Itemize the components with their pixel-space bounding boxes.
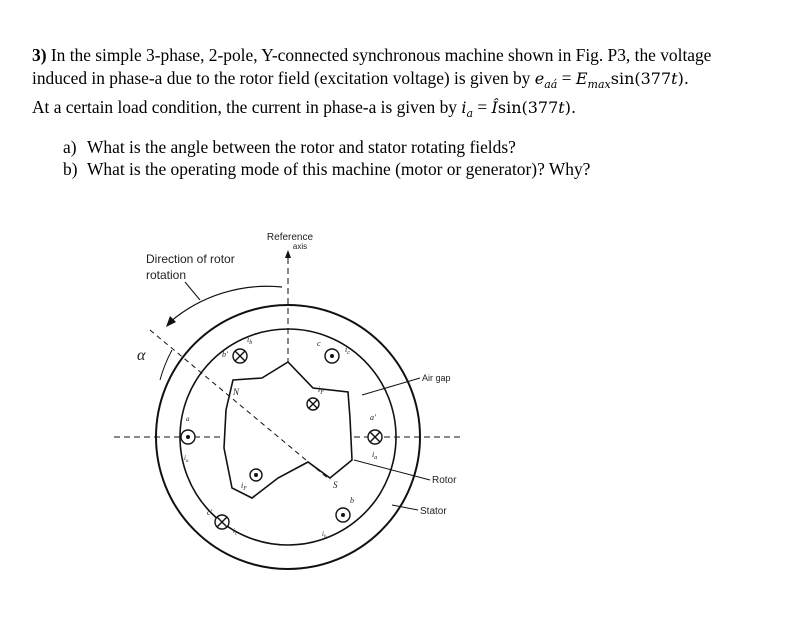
problem-text-2: induced in phase-a due to the rotor field (excitation voltage) is given by <box>32 68 535 88</box>
problem-statement <box>32 44 762 125</box>
rotation-arc <box>170 286 282 322</box>
problem-text-3: At a certain load condition, the current in phase-a is given by <box>32 97 462 118</box>
label-ia-left: $i_a$ <box>184 454 189 464</box>
rotor-conductor-bottom <box>250 469 262 481</box>
problem-number: 3) <box>32 45 47 65</box>
direction-label-1: Direction of rotor <box>146 252 235 266</box>
sine-function-1: sin(377t). <box>610 69 689 88</box>
question-b: b) What is the operating mode of this machine (motor or generator)? Why? <box>63 159 591 179</box>
label-b: b <box>350 496 354 505</box>
conductor-b-left <box>181 430 195 444</box>
label-a-prime: a' <box>370 413 376 422</box>
direction-label-2: rotation <box>146 268 187 282</box>
problem-line-2 <box>32 67 762 96</box>
equals-sign-2: = <box>473 97 492 118</box>
problem-line-1 <box>32 44 762 67</box>
sine-function-2: sin(377t). <box>497 98 577 118</box>
stator-label: Stator <box>420 506 447 517</box>
excitation-voltage-symbol: $e_{aá}$ <box>534 69 558 92</box>
label-a: a <box>186 415 190 423</box>
i-hat-symbol: Î <box>491 98 498 118</box>
label-ib: $i_b$ <box>247 335 253 346</box>
conductor-c <box>325 349 339 363</box>
label-ia: $i_a$ <box>372 450 378 461</box>
questions-list <box>63 136 590 180</box>
label-c: c <box>317 339 321 348</box>
problem-line-3 <box>32 96 762 125</box>
reference-axis-label-2: axis <box>292 242 308 251</box>
reference-axis-label-1: Reference <box>266 232 314 243</box>
conductor-a-prime <box>233 349 247 363</box>
conductor-b <box>336 508 350 522</box>
pole-s-label: S <box>333 480 338 490</box>
conductor-a <box>368 430 382 444</box>
rotor-body <box>224 362 352 498</box>
rotor-conductor-top <box>307 398 319 410</box>
label-if-top: $i_F$ <box>318 385 324 396</box>
label-ib-bottom: $i_b$ <box>322 530 327 540</box>
label-ic: $i_c$ <box>345 345 350 356</box>
pole-n-label: N <box>233 387 240 397</box>
emax-symbol: $E_{max}$ <box>575 69 611 92</box>
machine-figure <box>110 222 490 582</box>
air-gap-label: Air gap <box>422 373 451 383</box>
rotor-label: Rotor <box>432 475 457 486</box>
synchronous-machine-diagram <box>110 222 490 582</box>
alpha-label: α <box>137 347 146 364</box>
label-c-prime: c' <box>207 508 213 517</box>
equals-sign: = <box>557 68 576 88</box>
label-if-bottom: $i_F$ <box>241 481 247 492</box>
direction-leader <box>185 282 200 300</box>
conductor-c-prime <box>215 515 229 529</box>
problem-text-1: In the simple 3-phase, 2-pole, Y-connected synchronous machine shown in Fig. P3, the voltage <box>50 45 712 65</box>
label-b-prime: b' <box>222 350 228 359</box>
current-symbol: $i_a$ <box>461 98 474 121</box>
stator-leader <box>392 505 418 510</box>
reference-axis-arrow <box>285 250 291 258</box>
question-a: a) What is the angle between the rotor and stator rotating fields? <box>63 137 516 157</box>
label-ic-bottom: $i_c$ <box>233 527 238 537</box>
